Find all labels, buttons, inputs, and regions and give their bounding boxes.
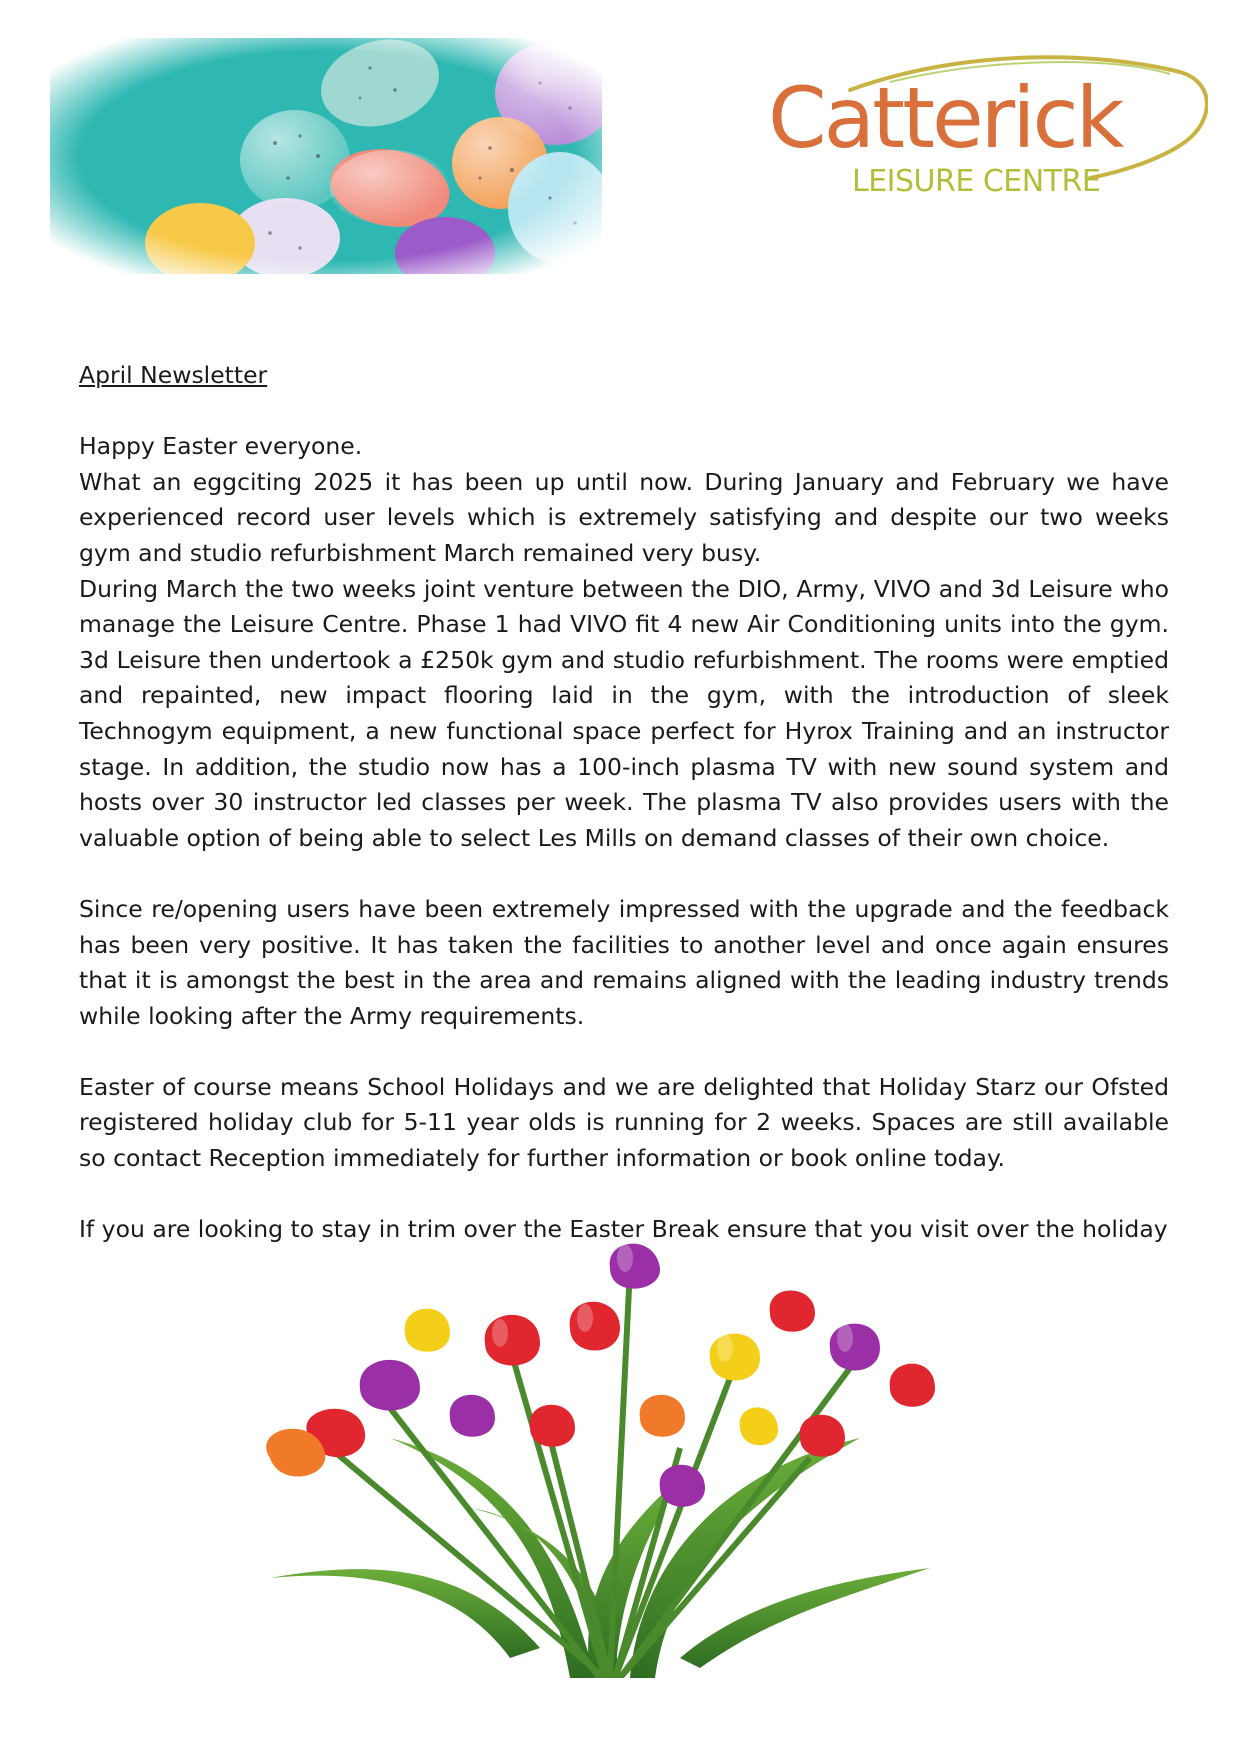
easter-eggs-image	[50, 38, 602, 274]
page-title: April Newsletter	[79, 361, 268, 389]
greeting: Happy Easter everyone.	[79, 432, 363, 461]
spacer	[79, 856, 1169, 892]
newsletter-body	[79, 358, 1169, 1248]
paragraph-refurbishment: During March the two weeks joint venture between the DIO, Army, VIVO and 3d Leisure who manage the Leisure Centre. Phase 1 had VIVO fit 4 new Air Conditioning units into the gym. 3d Leisure then undertook a £250k gym and studio refurbishment. The rooms were emptied and repainted, new impact flooring laid in the gym, with the introduction of sleek Technogym equipment, a new functional space perfect for Hyrox Training and an instructor stage. In addition, the studio now has a 100-inch plasma TV with new sound system and hosts over 30 instructor led classes per week. The plasma TV also provides users with the valuable option of being able to select Les Mills on demand classes of their own choice.	[79, 574, 1169, 852]
paragraph-holiday-club: Easter of course means School Holidays and we are delighted that Holiday Starz our Ofsted registered holiday club for 5-11 year olds is running for 2 weeks. Spaces are still available so contact Reception immediately for further information or book online today.	[79, 1072, 1169, 1173]
catterick-logo	[760, 50, 1208, 210]
spacer	[79, 1034, 1169, 1070]
paragraph-easter-break: If you are looking to stay in trim over the Easter Break ensure that you visit over the holiday	[79, 1215, 1168, 1244]
spacer	[79, 1177, 1169, 1213]
paragraph-intro: What an eggciting 2025 it has been up until now. During January and February we have experienced record user levels which is extremely satisfying and despite our two weeks gym and studio refurbishment March remained very busy.	[79, 467, 1169, 567]
spacer	[79, 394, 1169, 430]
logo-subtitle: LEISURE CENTRE	[852, 164, 1101, 199]
logo-wordmark: Catterick	[768, 69, 1122, 167]
tulip-bouquet-image	[210, 1238, 1000, 1678]
paragraph-feedback: Since re/opening users have been extremely impressed with the upgrade and the feedback has been very positive. It has taken the facilities to another level and once again ensures that it is amongst the best in the area and remains aligned with the leading industry trends while looking after the Army requirements.	[79, 894, 1169, 1030]
